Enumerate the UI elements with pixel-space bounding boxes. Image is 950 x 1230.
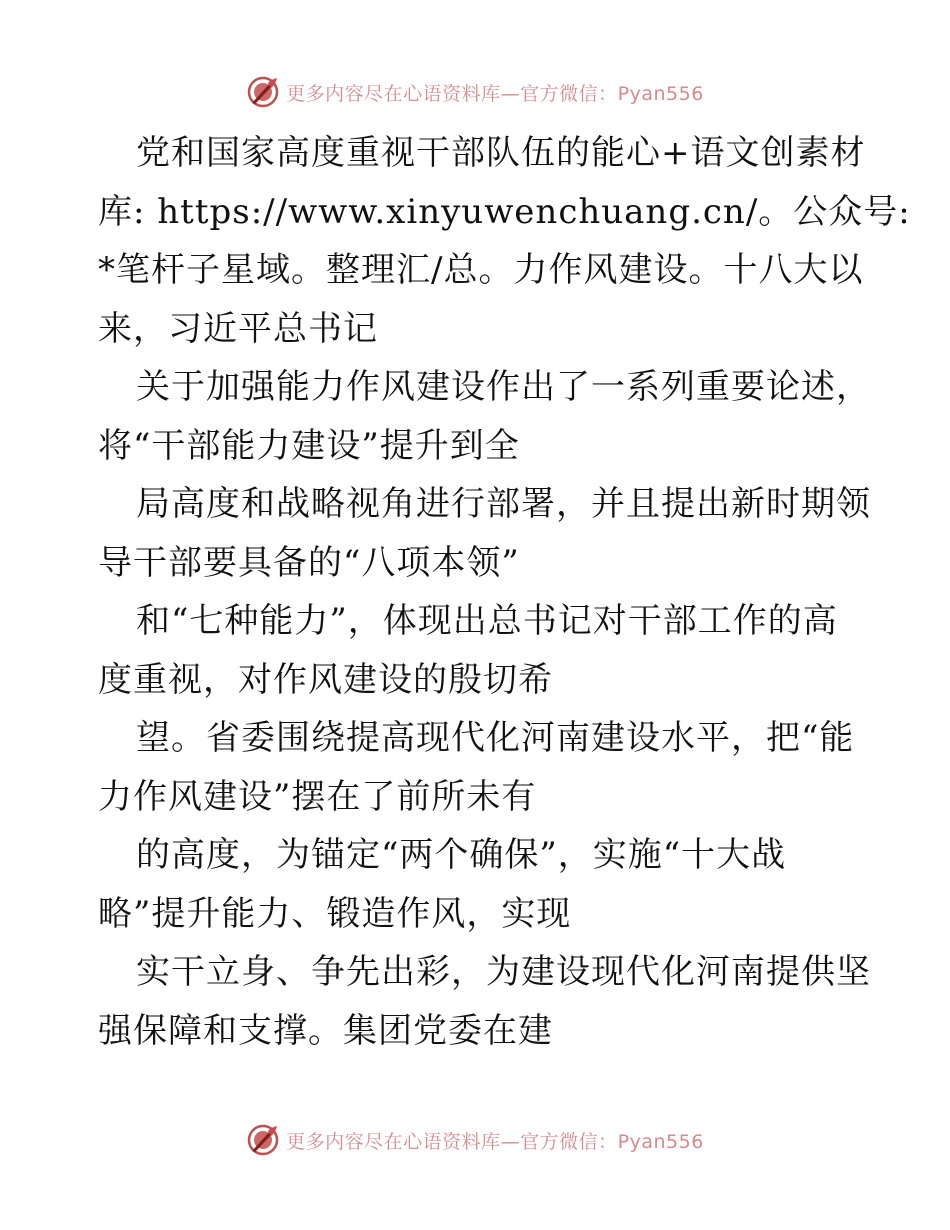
text-line: 来，习近平总书记 bbox=[98, 308, 378, 349]
watermark-text: 更多内容尽在心语资料库—官方微信：Pyan556 bbox=[286, 1130, 704, 1153]
text-line: 库: https://www.xinyuwenchuang.cn/。公众号: bbox=[98, 191, 911, 232]
text-line: 和“七种能力”，体现出总书记对干部工作的高 bbox=[136, 601, 838, 641]
quill-logo-icon bbox=[246, 1123, 280, 1157]
text-line: 度重视，对作风建设的殷切希 bbox=[98, 659, 553, 700]
text-line: 强保障和支撑。集团党委在建 bbox=[98, 1010, 553, 1051]
text-line: 实干立身、争先出彩，为建设现代化河南提供坚 bbox=[136, 952, 871, 992]
document-body bbox=[98, 124, 911, 1060]
text-line: 党和国家高度重视干部队伍的能心+语文创素材 bbox=[136, 133, 866, 173]
text-line: 力作风建设”摆在了前所未有 bbox=[98, 776, 537, 817]
text-line: 将“干部能力建设”提升到全 bbox=[98, 425, 520, 466]
footer-watermark bbox=[0, 1120, 950, 1160]
text-line: 局高度和战略视角进行部署，并且提出新时期领 bbox=[136, 484, 871, 524]
text-line: 略”提升能力、锻造作风，实现 bbox=[98, 893, 572, 934]
text-line: 导干部要具备的“八项本领” bbox=[98, 542, 520, 583]
text-line: 望。省委围绕提高现代化河南建设水平，把“能 bbox=[136, 718, 855, 758]
text-line: 的高度，为锚定“两个确保”，实施“十大战 bbox=[136, 835, 787, 875]
text-line: 关于加强能力作风建设作出了一系列重要论述， bbox=[136, 367, 871, 407]
header-watermark bbox=[0, 72, 950, 112]
watermark-text: 更多内容尽在心语资料库—官方微信：Pyan556 bbox=[286, 82, 704, 105]
quill-logo-icon bbox=[246, 75, 280, 109]
text-line: *笔杆子星域。整理汇/总。力作风建设。十八大以 bbox=[98, 250, 864, 290]
